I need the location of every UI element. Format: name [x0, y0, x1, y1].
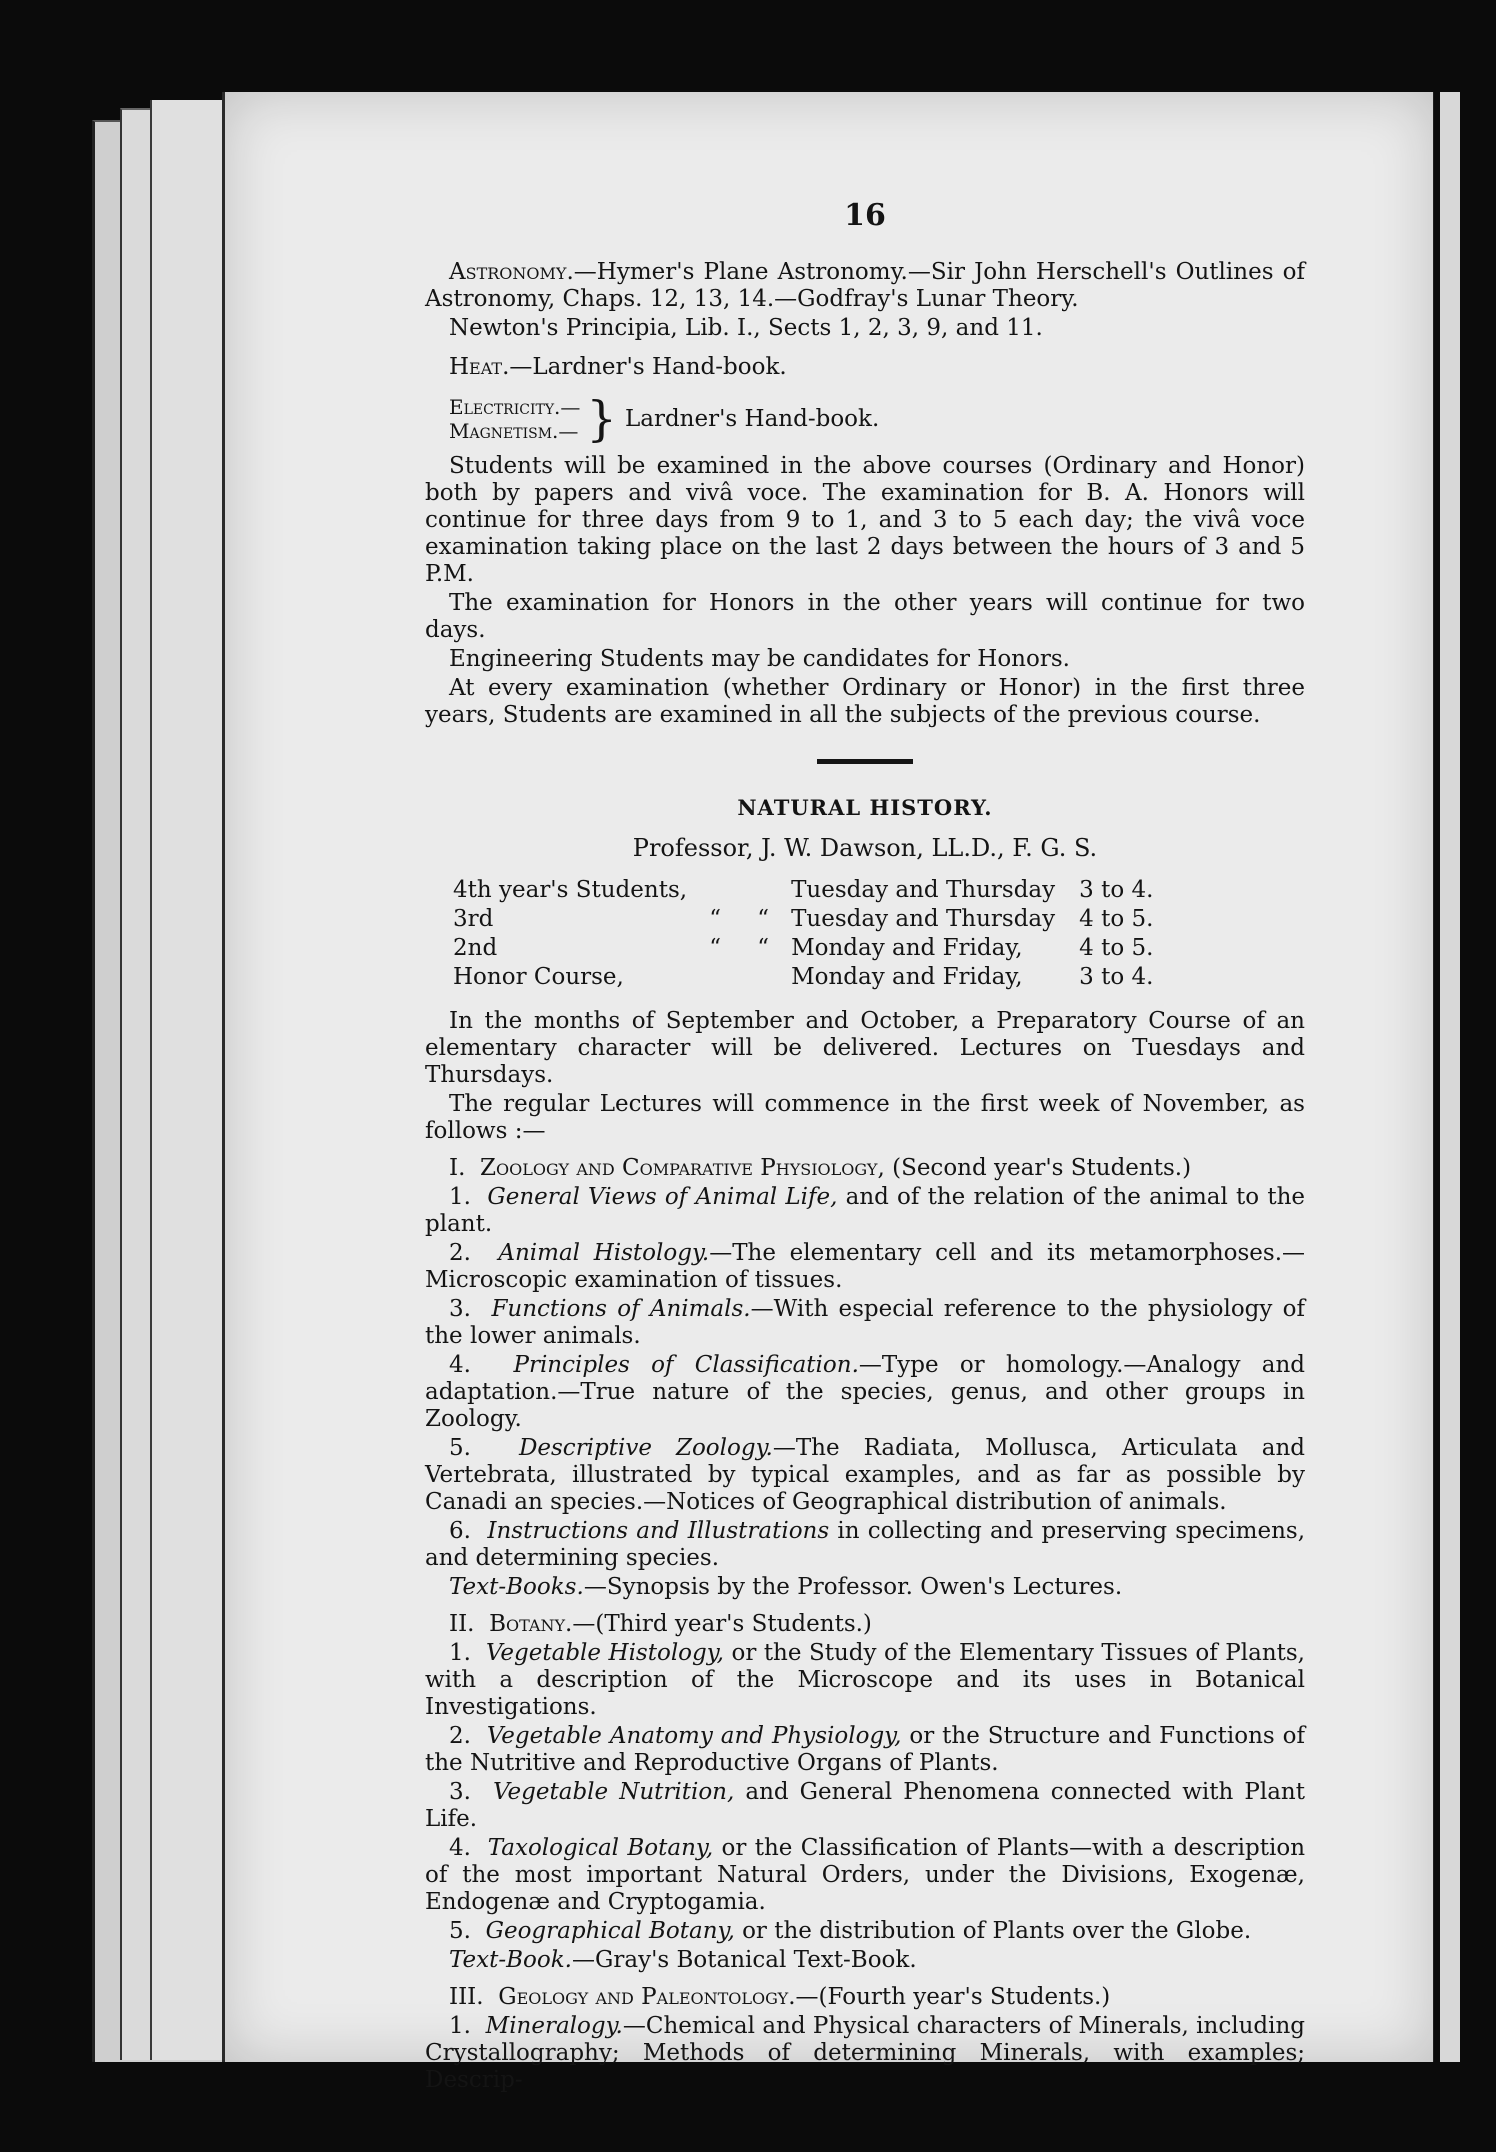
item-text: and of the relation of the animal to the plant. [425, 1184, 1305, 1237]
item-text: and General Phenomena connected with Plant Life. [425, 1779, 1305, 1832]
textbooks-text: —Synopsis by the Professor. Owen's Lectures. [583, 1574, 1123, 1600]
botany-textbook [425, 1947, 1305, 1974]
schedule-time: 4 to 5. [1079, 906, 1154, 932]
ditto-mark: “ [757, 906, 769, 932]
item-title: Principles of Classification. [513, 1352, 859, 1378]
list-item [425, 1240, 1305, 1294]
list-item [425, 1640, 1305, 1721]
item-title: Vegetable Histology, [485, 1640, 724, 1666]
electricity-label: Electricity.— [449, 395, 581, 419]
geology-items [425, 2013, 1305, 2094]
schedule-time: 4 to 5. [1079, 935, 1154, 961]
ditto-mark: “ [757, 935, 769, 961]
schedule-year: 4th year's Students, [453, 877, 688, 903]
lecture-schedule [449, 876, 1157, 992]
item-title: Descriptive Zoology. [518, 1435, 773, 1461]
section-divider [817, 759, 913, 764]
item-number: 3. [449, 1296, 471, 1322]
ditto-mark [691, 963, 739, 992]
schedule-row [449, 876, 1157, 905]
section-title: Zoology and Comparative Physiology, [480, 1155, 885, 1181]
item-title: Taxological Botany, [487, 1835, 714, 1861]
magnetism-label: Magnetism.— [449, 419, 579, 443]
item-text: —The Radiata, Mollusca, Articulata and Vertebrata, illustrated by typical examples, and as far as possible by Canadi an species.—Notices of Geographical distribution of animals. [425, 1435, 1305, 1515]
item-text: or the Structure and Functions of the Nutritive and Reproductive Organs of Plants. [425, 1723, 1305, 1776]
schedule-row [449, 934, 1157, 963]
list-item [425, 1435, 1305, 1516]
item-title: General Views of Animal Life, [487, 1184, 838, 1210]
facing-page-edge [1440, 92, 1460, 2062]
item-number: 4. [449, 1352, 471, 1378]
item-text: or the Classification of Plants—with a description of the most important Natural Orders, under the Divisions, Exogenæ, Endogenæ and Cryptogamia. [425, 1835, 1306, 1915]
schedule-days: Monday and Friday, [791, 964, 1023, 990]
schedule-year: 3rd [453, 906, 494, 932]
curly-brace-glyph: } [586, 391, 617, 447]
item-title: Geographical Botany, [485, 1918, 735, 1944]
schedule-time: 3 to 4. [1079, 877, 1154, 903]
page-content [425, 198, 1306, 2096]
schedule-days: Monday and Friday, [791, 935, 1023, 961]
zoology-items [425, 1184, 1305, 1572]
document-page [222, 92, 1433, 2093]
item-title: Instructions and Illustrations [487, 1518, 830, 1544]
astronomy-label: Astronomy. [449, 259, 574, 285]
item-text: —Type or homology.—Analogy and adaptation.—True nature of the species, genus, and other groups in Zoology. [425, 1352, 1305, 1432]
item-text: or the distribution of Plants over the Globe. [734, 1918, 1252, 1944]
item-title: Animal Histology. [498, 1240, 710, 1266]
page-number: 16 [844, 198, 886, 233]
section-number: III. [449, 1984, 484, 2010]
item-title: Mineralogy. [485, 2013, 623, 2039]
schedule-year: 2nd [453, 935, 498, 961]
schedule-time: 3 to 4. [1079, 964, 1154, 990]
list-item [425, 1723, 1305, 1777]
list-item [425, 1918, 1305, 1945]
ditto-mark: “ [709, 935, 721, 961]
schedule-days: Tuesday and Thursday [791, 877, 1056, 903]
item-number: 4. [449, 1835, 471, 1861]
exam-paragraph-1: Students will be examined in the above courses (Ordinary and Honor) both by papers and vivâ voce. The examination for B. A. Honors will continue for three days from 9 to 1, and 3 to 5 each day; the vivâ voce examination taking place on the last 2 days between the hours of 3 and 5 P.M. [425, 453, 1305, 587]
geology-heading [425, 1984, 1305, 2011]
list-item [425, 1352, 1305, 1433]
list-item [425, 1779, 1305, 1833]
list-item [425, 1518, 1305, 1572]
preparatory-course-paragraph: In the months of September and October, a Preparatory Course of an elementary character will be delivered. Lectures on Tuesdays and Thursdays. [425, 1008, 1305, 1088]
ditto-mark [739, 963, 787, 992]
ditto-mark [739, 876, 787, 905]
list-item [425, 2013, 1305, 2094]
exam-paragraph-2: The examination for Honors in the other years will continue for two days. [425, 590, 1305, 643]
item-number: 1. [449, 1184, 471, 1210]
list-item [425, 1296, 1305, 1350]
item-number: 2. [449, 1240, 471, 1266]
professor-line: Professor, J. W. Dawson, LL.D., F. G. S. [632, 834, 1098, 862]
botany-items [425, 1640, 1305, 1945]
zoology-heading [425, 1155, 1305, 1182]
newton-line: Newton's Principia, Lib. I., Sects 1, 2, 3, 9, and 11. [449, 315, 1043, 341]
item-number: 5. [449, 1918, 471, 1944]
regular-lectures-paragraph: The regular Lectures will commence in the first week of November, as follows :— [425, 1091, 1305, 1144]
zoology-textbooks [425, 1574, 1305, 1601]
item-number: 3. [449, 1779, 471, 1805]
item-number: 1. [449, 2013, 471, 2039]
exam-paragraph-3: Engineering Students may be candidates for Honors. [449, 646, 1070, 672]
list-item [425, 1835, 1305, 1916]
item-number: 6. [449, 1518, 471, 1544]
item-text: or the Study of the Elementary Tissues of Plants, with a description of the Microscope and its uses in Botanical Investigations. [425, 1640, 1305, 1720]
textbook-label: Text-Book. [449, 1947, 572, 1973]
heat-text: —Lardner's Hand-book. [509, 354, 787, 380]
botany-heading [425, 1611, 1305, 1638]
textbook-text: —Gray's Botanical Text-Book. [572, 1947, 917, 1973]
schedule-days: Tuesday and Thursday [791, 906, 1056, 932]
section-number: I. [449, 1155, 466, 1181]
item-text: —With especial reference to the physiology of the lower animals. [425, 1296, 1305, 1349]
item-number: 2. [449, 1723, 471, 1749]
electricity-magnetism-block [425, 391, 1305, 447]
section-number: II. [449, 1611, 475, 1637]
item-title: Vegetable Nutrition, [493, 1779, 735, 1805]
elec-mag-labels [449, 395, 580, 443]
section-note: —(Fourth year's Students.) [795, 1984, 1111, 2010]
heat-label: Heat. [449, 354, 510, 380]
item-text: —The elementary cell and its metamorphoses.—Microscopic examination of tissues. [425, 1240, 1306, 1293]
item-number: 5. [449, 1435, 471, 1461]
list-item [425, 1184, 1305, 1238]
item-title: Vegetable Anatomy and Physiology, [486, 1723, 902, 1749]
schedule-row [449, 905, 1157, 934]
ditto-mark: “ [709, 906, 721, 932]
elec-mag-text: Lardner's Hand-book. [624, 405, 880, 432]
item-text: —Chemical and Physical characters of Minerals, including Crystallography; Methods of determining Minerals, with examples; Descrip- [425, 2013, 1306, 2093]
item-text: in collecting and preserving specimens, and determining species. [425, 1518, 1306, 1571]
exam-paragraph-4: At every examination (whether Ordinary or Honor) in the first three years, Students are examined in all the subjects of the previous course. [425, 675, 1305, 728]
section-title: Geology and Paleontology. [498, 1984, 796, 2010]
item-number: 1. [449, 1640, 471, 1666]
ditto-mark [691, 876, 739, 905]
astronomy-paragraph [425, 259, 1305, 313]
heat-paragraph [425, 354, 1305, 381]
astronomy-text: —Hymer's Plane Astronomy.—Sir John Herschell's Outlines of Astronomy, Chaps. 12, 13, 14.—Godfray's Lunar Theory. [425, 259, 1305, 312]
natural-history-heading: NATURAL HISTORY. [737, 795, 993, 820]
section-note: (Second year's Students.) [892, 1155, 1192, 1181]
textbooks-label: Text-Books. [449, 1574, 584, 1600]
section-title: Botany. [489, 1611, 573, 1637]
item-title: Functions of Animals. [491, 1296, 751, 1322]
section-note: —(Third year's Students.) [572, 1611, 872, 1637]
schedule-year: Honor Course, [453, 964, 624, 990]
schedule-row [449, 963, 1157, 992]
